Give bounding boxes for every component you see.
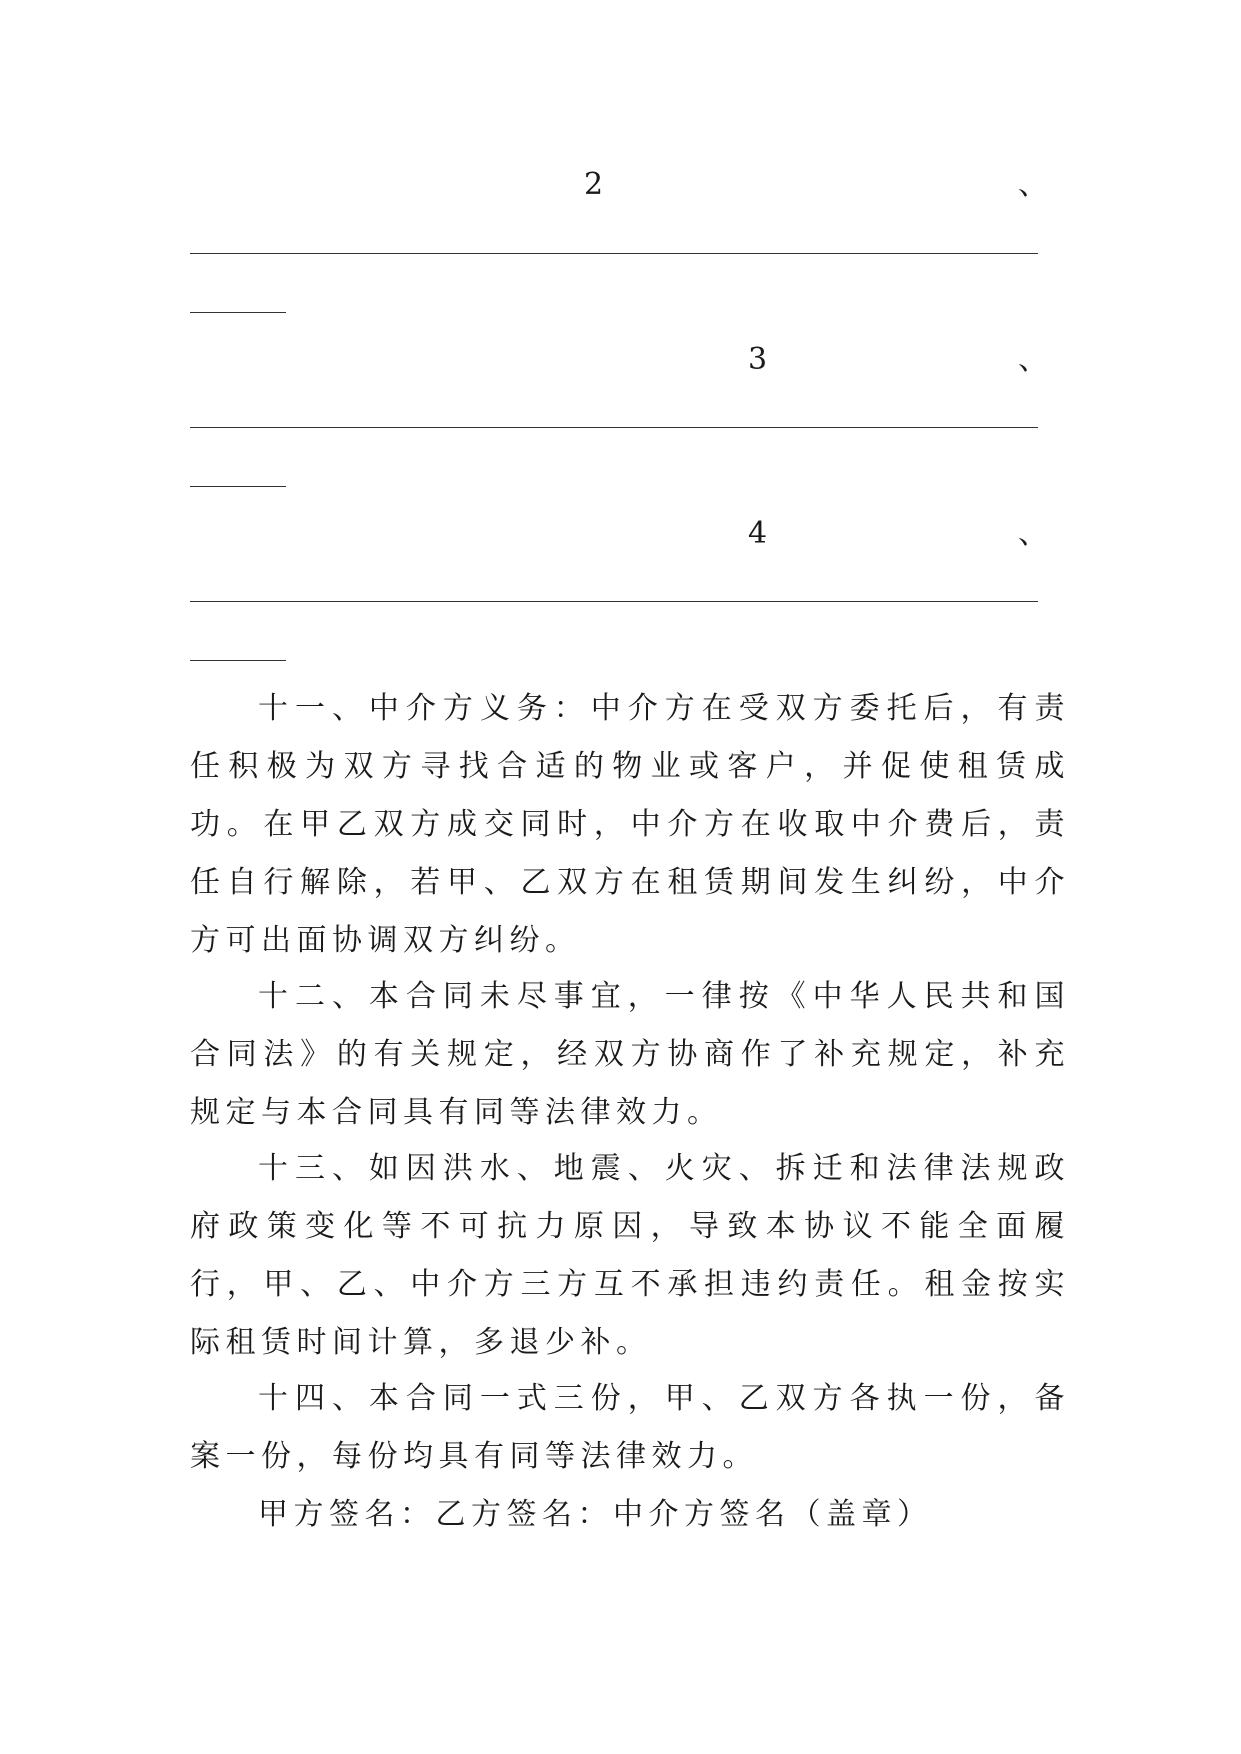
item-number-2: 2 bbox=[584, 167, 604, 202]
clause-12: 十二、本合同未尽事宜，一律按《中华人民共和国合同法》的有关规定，经双方协商作了补充规定，补充规定与本合同具有同等法律效力。 bbox=[190, 979, 1070, 1130]
blank-line-2-continued bbox=[190, 312, 286, 313]
blank-line-3-continued bbox=[190, 486, 286, 487]
item-separator-3: 、 bbox=[1018, 342, 1048, 377]
signature-line: 甲方签名：乙方签名：中介方签名（盖章） bbox=[258, 1497, 933, 1532]
item-number-3: 3 bbox=[748, 342, 768, 377]
clause-14: 十四、本合同一式三份，甲、乙双方各执一份，备案一份，每份均具有同等法律效力。 bbox=[190, 1381, 1070, 1474]
clause-13: 十三、如因洪水、地震、火灾、拆迁和法律法规政府政策变化等不可抗力原因，导致本协议不能全面履行，甲、乙、中介方三方互不承担违约责任。租金按实际租赁时间计算，多退少补。 bbox=[190, 1151, 1070, 1360]
blank-line-2 bbox=[190, 253, 1038, 254]
blank-line-4-continued bbox=[190, 660, 286, 661]
blank-line-4 bbox=[190, 601, 1038, 602]
item-separator-2: 、 bbox=[1018, 167, 1048, 202]
item-separator-4: 、 bbox=[1018, 516, 1048, 551]
clause-11: 十一、中介方义务：中介方在受双方委托后，有责任积极为双方寻找合适的物业或客户，并促使租赁成功。在甲乙双方成交同时，中介方在收取中介费后，责任自行解除，若甲、乙双方在租赁期间发生纠纷，中介方可出面协调双方纠纷。 bbox=[190, 691, 1070, 958]
blank-line-3 bbox=[190, 427, 1038, 428]
item-number-4: 4 bbox=[748, 516, 768, 551]
